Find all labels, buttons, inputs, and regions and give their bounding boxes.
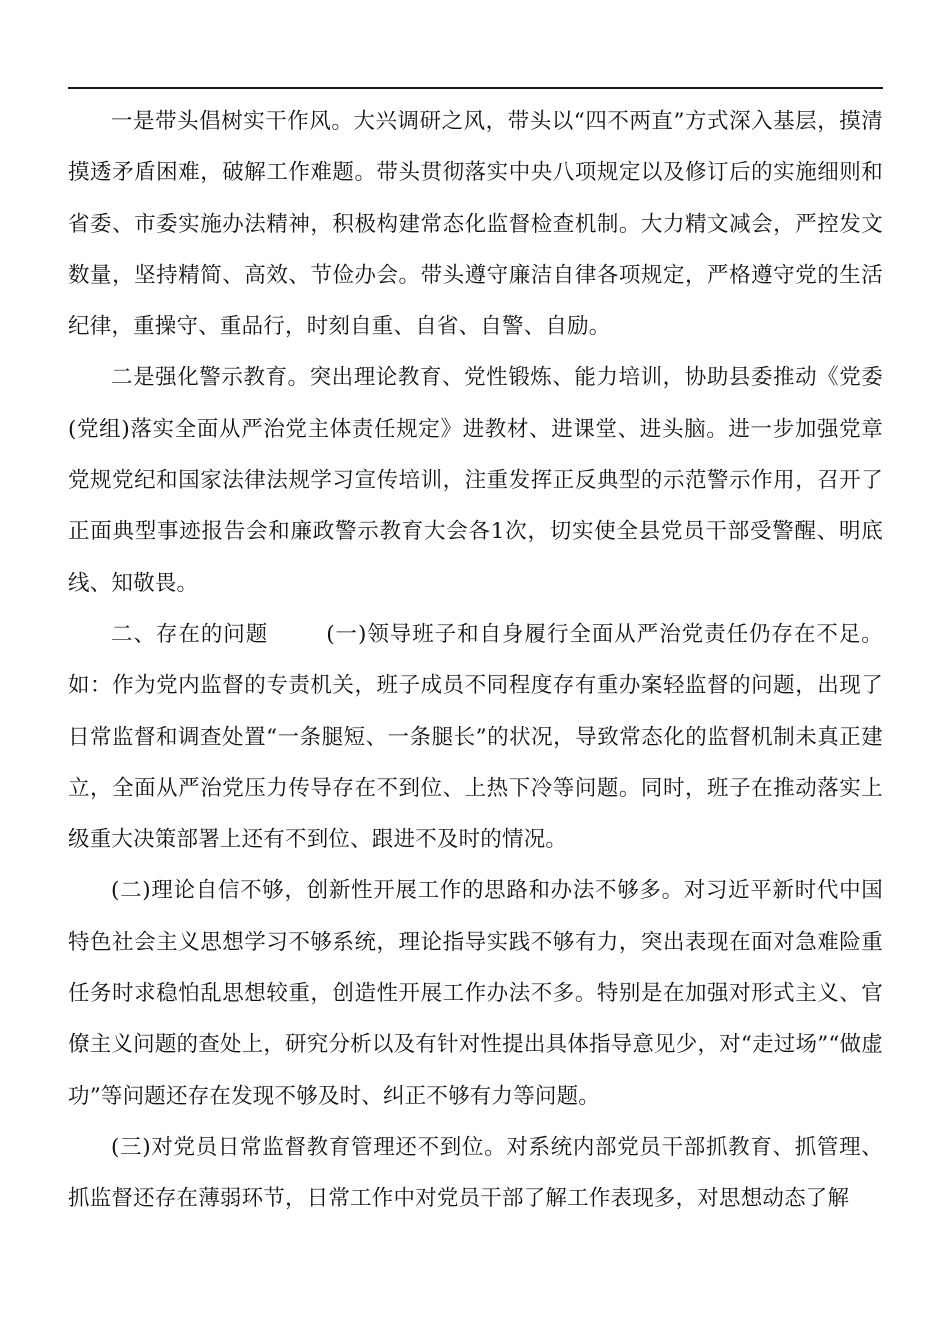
paragraph-party-member-supervision: (三)对党员日常监督教育管理还不到位。对系统内部党员干部抓教育、抓管理、抓监督还存在薄弱环节，日常工作中对党员干部了解工作表现多，对思想动态了解 bbox=[68, 1134, 883, 1212]
paragraph-text: (一)领导班子和自身履行全面从严治党责任仍存在不足。如：作为党内监督的专责机关，班子成员不同程度存有重办案轻监督的问题，出现了日常监督和调查处置“一条腿短、一条腿长”的状况，导致常态化的监督机制未真正建立，全面从严治党压力传导存在不到位、上热下冷等问题。同时，班子在推动落实上级重大决策部署上还有不到位、跟进不及时的情况。 bbox=[68, 621, 884, 853]
section-heading: 二、存在的问题 bbox=[111, 621, 269, 647]
paragraph-warning-education: 二是强化警示教育。突出理论教育、党性锻炼、能力培训，协助县委推动《党委(党组)落实全面从严治党主体责任规定》进教材、进课堂、进头脑。进一步加强党章党规党纪和国家法律法规学习宣传培训，注重发挥正反典型的示范警示作用，召开了正面典型事迹报告会和廉政警示教育大会各1次，切实使全县党员干部受警醒、明底线、知敬畏。 bbox=[68, 365, 883, 596]
document-body bbox=[68, 96, 883, 1225]
paragraph-lead-by-example: 一是带头倡树实干作风。大兴调研之风，带头以“四不两直”方式深入基层，摸清摸透矛盾困难，破解工作难题。带头贯彻落实中央八项规定以及修订后的实施细则和省委、市委实施办法精神，积极构建常态化监督检查机制。大力精文减会，严控发文数量，坚持精简、高效、节俭办会。带头遵守廉洁自律各项规定，严格遵守党的生活纪律，重操守、重品行，时刻自重、自省、自警、自励。 bbox=[68, 109, 883, 340]
paragraph-theoretical-confidence: (二)理论自信不够，创新性开展工作的思路和办法不够多。对习近平新时代中国特色社会主义思想学习不够系统，理论指导实践不够有力，突出表现在面对急难险重任务时求稳怕乱思想较重，创造性开展工作办法不多。特别是在加强对形式主义、官僚主义问题的查处上，研究分析以及有针对性提出具体指导意见少，对“走过场”“做虚功”等问题还存在发现不够及时、纠正不够有力等问题。 bbox=[68, 878, 883, 1109]
header-rule bbox=[68, 87, 883, 89]
paragraph-existing-problems bbox=[68, 609, 883, 865]
